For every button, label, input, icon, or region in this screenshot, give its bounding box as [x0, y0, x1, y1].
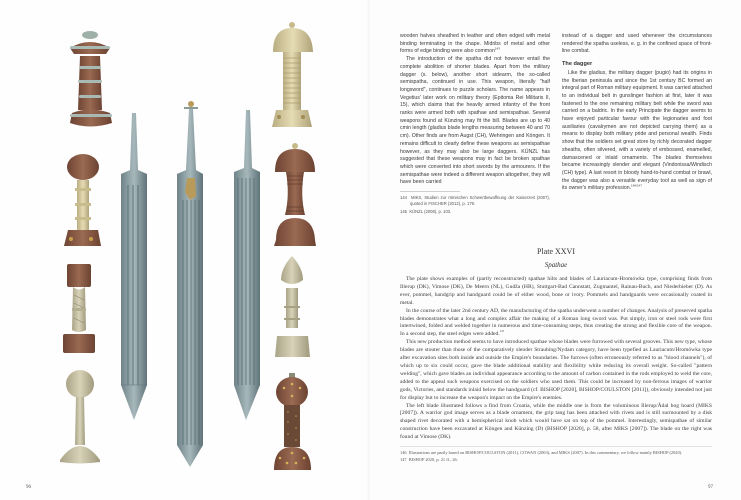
ringed-wooden-hilt	[70, 31, 112, 127]
wooden-mushroom-hilt	[274, 143, 316, 246]
right-page	[370, 0, 741, 500]
column-one	[400, 33, 550, 217]
left-fullered-blade	[121, 113, 147, 420]
plate-paragraph-1: The plate shows examples of (partly reconstructed) spathae hilts and blades of Lauriacum-Hromówka type, comprising finds from Illerup (DK), Vimose (DK), De Meern (NL), Gudža (HR), Stuttgart-Bad Cannstatt, Zugmantel, Rainau-Buch, and Niederbieber (D). As ever, pommel, handgrip and handguard could be of either wood, bone or ivory. Pommels and handguards were occasionally coated in metal.	[400, 276, 712, 306]
ribbed-bone-hilt	[272, 22, 313, 127]
footnote-ref: 143	[494, 46, 500, 51]
paragraph-dagger: Like the gladius, the military dagger (pugio) had its origins in the Iberian peninsula and since the 1st century BC formed an integral part of Roman military equipment. It was carried attached to an individual belt in gunslinger fashion at first, later it was fastened to the one remaining military belt while the sword was carried on a baldric. In the early Principate the dagger seems to have enjoyed particular favour with the legionaries and foot auxiliaries (cavalrymen are not depicted carrying them) as a means to display both military pride and personal wealth. Finds show that the soldiers set great store by richly decorated dagger sheaths, often silvered, with a variety of embossed, enamelled, damascened or inlaid ornaments. The blades themselves became increasingly slender and elegant (Vindonissa/Windisch (CH) type). A last resort in bloody hand-to-hand combat or brawl, the dagger was also a versatile everyday tool as well as sign of its owner's military profession.$^{146/147}$	[562, 69, 712, 192]
page-number-left: 96	[26, 485, 31, 490]
mushroom-pommel-bone-hilt	[64, 154, 101, 246]
spathae-illustration	[0, 0, 370, 500]
left-page	[0, 0, 370, 500]
cube-pommel-wooden-hilt	[63, 264, 95, 353]
studded-bronze-hilt	[274, 373, 311, 470]
paragraph-front-line: instead of a dagger and used whenever the circumstances rendered the spatha useless, e. g. in the confined space of front-line combat.	[562, 33, 712, 55]
section-heading-dagger: The dagger	[562, 61, 593, 68]
plate-heading	[400, 247, 712, 269]
footnote-147: 147 BISHOP 2020, p. 21 ff., 26.	[400, 457, 458, 463]
plate-title: Plate XXVI	[537, 247, 575, 256]
page-number-right: 97	[708, 485, 713, 490]
footnote-rule-plate	[400, 446, 712, 447]
column-two	[562, 33, 712, 193]
ball-pommel-bone-hilt	[60, 370, 100, 464]
paragraph-sheath: wooden halves sheathed in leather and often edged with metal binding terminating in the chape. Midribs of metal and other forms of edge binding were also common$^{143}$	[400, 33, 550, 55]
plate-paragraph-2: In the course of the later 2nd century AD, the manufacturing of the spatha underwent a number of changes. Analysis of preserved spatha blades demonstrates what a long and complex affair the making of a Roman long sword was. Put simply, iron or steel rods were first intertwined, folded and welded together in numerous and time-consuming steps, thus creating the strong and flexible core of the weapon. In a second step, the steel edges were added.$^{147}$	[400, 307, 712, 338]
footnotes-plate	[400, 450, 712, 464]
plate-commentary	[400, 276, 712, 465]
footnote-146: 146 Illustrations are partly based on BISHOP/COULSTON (2011), COWAN (2003), and MIKS (2007). In this commentary, we follow mainly BISHOP (2020).	[400, 450, 683, 456]
plate-paragraph-3: This new production method seems to have introduced spathae whose blades were furrowed with several grooves. This new type, whose blades are stouter than those of the comparatively slender Straubing/Nydam category, have been typefied as Lauriacum/Hromówka type after excavation sites both inside and outside the Empire's boundaries. The furrows (often erroneously referred to as "blood channels"), of which up to six could occur, gave the blade additional stability and flexibility while reducing its overall weight. So-called "pattern welding", which gave blades an individual appearance according to the amount of carbon contained in the rods employed to weld the core, added to the appeal such weapons exercised on the soldiers who used them. This could be increased by non-ferrous images of warrior gods, Victories, and standards inlaid below the handguard (cf. BISHOP [2020], BISHOP/COULSTON [2011]), obviously intended not just for display but to increase the weapon's impact on the Empire's enemies.	[400, 339, 712, 401]
middle-blade-with-hilt-tang	[177, 101, 203, 467]
bone-cone-pommel-hilt	[275, 256, 310, 357]
right-fullered-blade	[234, 110, 260, 420]
footnote-144: 144 MIKS, Studien zur römischen Schwertbewaffnung der Kaiserzeit (2007), quoted in FISCHER (2012), p. 179.	[400, 195, 550, 207]
footnote-ref: 146/147	[631, 183, 642, 188]
plate-subtitle: Spathae	[544, 261, 568, 269]
paragraph-semispatha: The introduction of the spatha did not however entail the complete abolition of shorter blades. Apart from the military dagger (s. below), another short sidearm, the so-called semispatha, continued in use. This weapon, literally "half longsword", continues to puzzle scholars. The name appears in Vegetius' later work on military theory (Epitoma Rei Militaris II, 15), which claims that the heavily armed infantry of the front ranks were armed both with spathae and semispathae. Several weapons found at Künzing may fit the bill. Blades are up to 40 cmin length (gladius blade lengths measuring between 40 and 70 cm). Other finds are from Augst (CH), Wehringen and Köngen. It remains difficult to clearly define these weapons as semispathae however, as they may also be large daggers. KÜNZL has suggested that these weapons may in fact be broken spathae which were converted into short swords by the armourers. If the semispathae were indeed a different weapon altogether, they will have been carried	[400, 56, 550, 186]
footnote-145: 145 KÜNZL (2008), p. 103.	[400, 209, 452, 215]
footnotes-col1	[400, 195, 550, 215]
plate-paragraph-4: The left blade illustrated follows a find from Croatia, while the middle one is from the voluminous Illerup/Ådal bog hoard (MIKS [2007]). A warrior god image serves as a blade ornament, the grip tang has been attached with rivets and is still surmounted by a disk shaped rivet decorated with a hemispherical knob which would have sat on top of the pommel. Interestingly, semispathae of similar construction have been excavated at Köngen and Künzing (D) (BISHOP [2020], p. 58, after MIKS [2007]). The blade on the right was found at Vimose (DK).	[400, 402, 712, 441]
footnote-rule	[400, 191, 460, 192]
